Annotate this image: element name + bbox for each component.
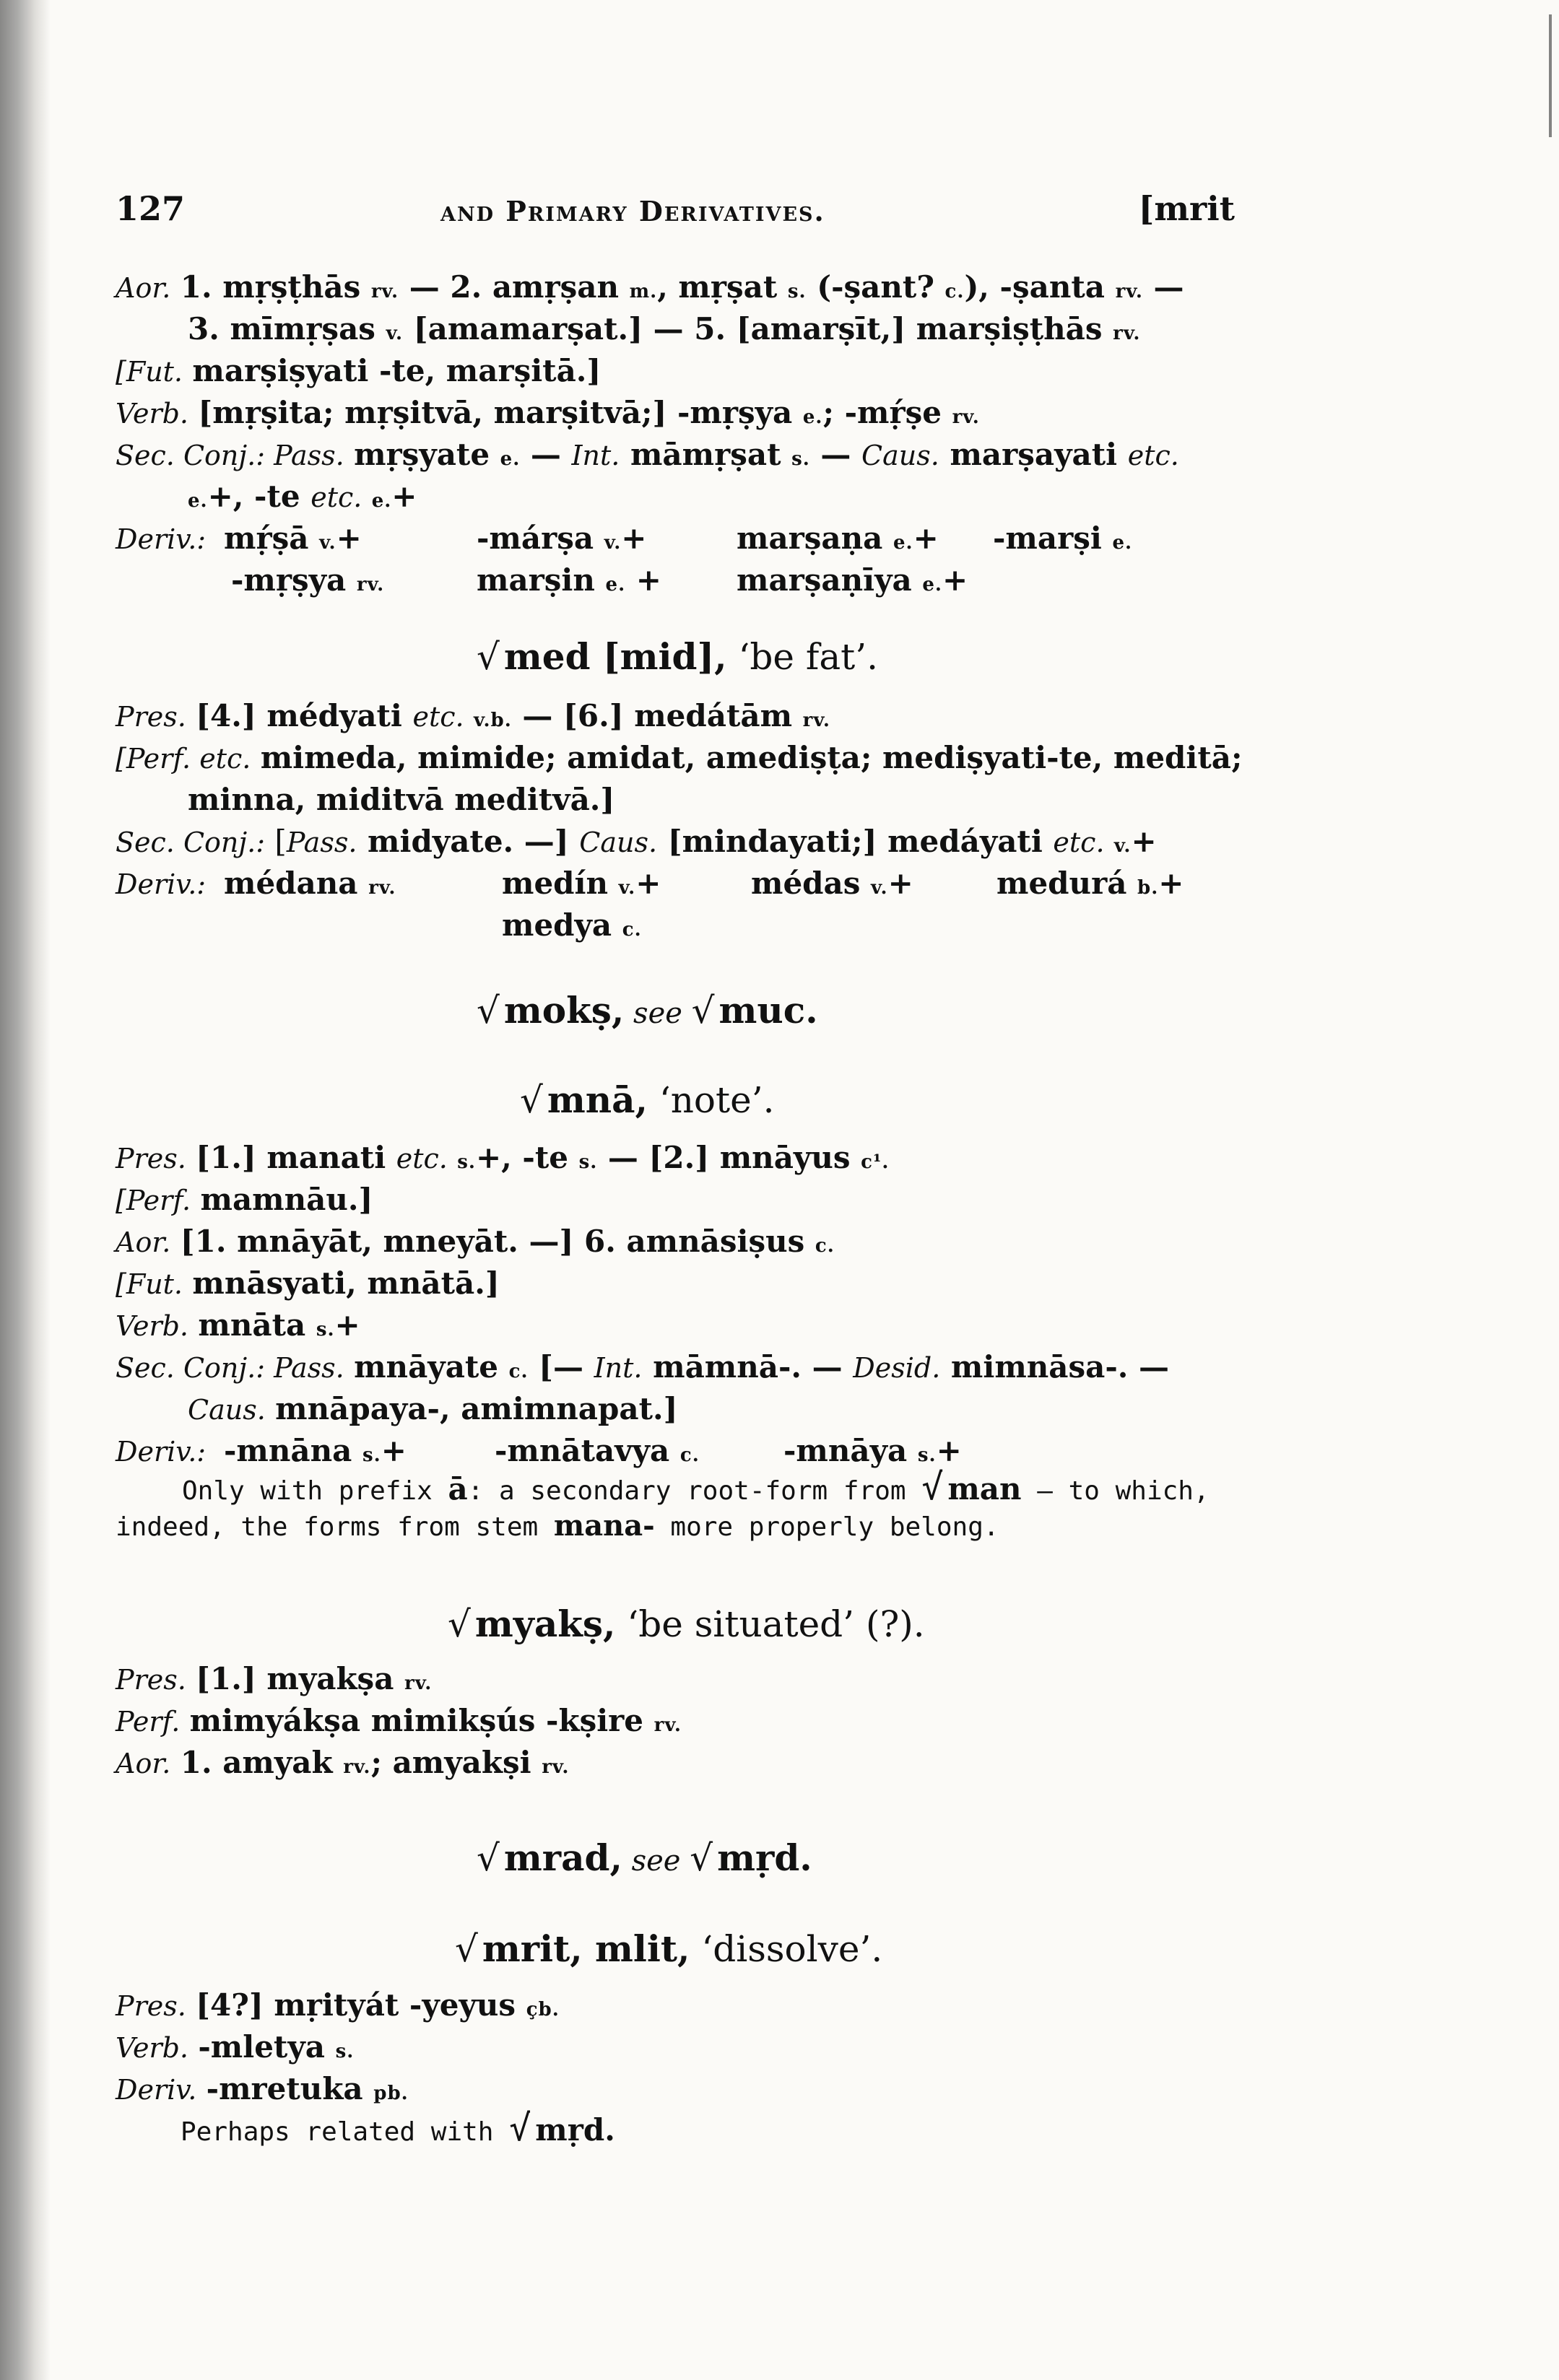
entry-line: Aor. [1. mnāyāt, mneyāt. —] 6. amnāsiṣus c. [116,1224,835,1259]
entry-line: minna, miditvā meditvā.] [188,782,615,817]
radical-icon: √ [690,1837,713,1879]
entry-line: Pres. [4.] médyati etc. v.b. — [6.] medátām rv. [116,698,830,733]
entry-line: Verb. mnāta s.+ [116,1307,360,1343]
entry-line: Perf. mimyákṣa mimikṣús -kṣire rv. [116,1703,682,1738]
radical-icon: √ [691,990,715,1032]
entry-line: e.+, -te etc. e.+ [188,479,417,514]
root-heading: √ mokṣ, see √ muc. [477,989,818,1032]
entry-line: Sec. Conj.: Pass. mṛṣyate e. — Int. māmṛṣat s. — Caus. marṣayati etc. [116,437,1179,472]
root-heading: √ myakṣ, ‘be situated’ (?). [448,1603,925,1645]
running-header [116,189,1235,240]
radical-icon: √ [509,2107,531,2149]
entry-line: Aor. 1. mṛṣṭhās rv. — 2. amṛṣan m., mṛṣat s. (-ṣant? c.), -ṣanta rv. — [116,269,1184,305]
deriv-line: Deriv.: -mnāna s.+ -mnātavya c. -mnāya s.+ [116,1433,962,1468]
root-heading: √ mnā, ‘note’. [520,1078,775,1121]
entry-line: Sec. Conj.: [Pass. midyate. —] Caus. [mindayati;] medáyati etc. v.+ [116,824,1157,859]
radical-icon: √ [477,1837,500,1879]
root-heading: √ mrad, see √ mṛd. [477,1836,812,1879]
entry-line: 3. mīmṛṣas v. [amamarṣat.] — 5. [amarṣīt,] marṣiṣṭhās rv. [188,311,1141,346]
running-title: and Primary Derivatives. [440,195,825,227]
radical-icon: √ [455,1928,478,1970]
root-heading: √ mrit, mlit, ‘dissolve’. [455,1927,883,1970]
note-line: Only with prefix ā: a secondary root-form from √ man — to which, [182,1466,1210,1508]
entry-line: [Fut. marṣiṣyati -te, marṣitā.] [116,353,602,388]
entry-line: Sec. Conj.: Pass. mnāyate c. [— Int. māmnā-. — Desid. mimnāsa-. — [116,1349,1170,1385]
entry-line: [Fut. mnāsyati, mnātā.] [116,1265,500,1301]
scan-edge-mark [1549,14,1552,137]
entry-line: Aor. 1. amyak rv.; amyakṣi rv. [116,1745,570,1780]
radical-icon: √ [448,1603,471,1645]
entry-line: Deriv. -mretuka pb. [116,2071,409,2106]
note-line: indeed, the forms from stem mana- more properly belong. [116,1509,999,1543]
entry-line: Pres. [1.] myakṣa rv. [116,1661,433,1696]
entry-line: Verb. [mṛṣita; mṛṣitvā, marṣitvā;] -mṛṣya e.; -mṛ́ṣe rv. [116,395,980,430]
radical-icon: √ [477,990,500,1032]
scan-edge-shadow [0,0,51,2380]
deriv-line: medya c. [502,907,642,943]
entry-line: Caus. mnāpaya-, amimnapat.] [188,1391,678,1426]
entry-line: [Perf. mamnāu.] [116,1182,373,1217]
radical-icon: √ [520,1079,543,1121]
note-line: Perhaps related with √ mṛd. [181,2107,615,2149]
root-heading: √ med [mid], ‘be fat’. [477,635,879,678]
radical-icon: √ [921,1466,944,1508]
page-number: 127 [116,189,186,228]
entry-line: Verb. -mletya s. [116,2029,355,2065]
entry-line: [Perf. etc. mimeda, mimide; amidat, amediṣṭa; mediṣyati-te, meditā; [116,740,1243,775]
deriv-line: -mṛṣya rv. marṣin e. + marṣaṇīya e.+ [231,562,968,598]
deriv-line: Deriv.: médana rv. medín v.+ médas v.+ medurá b.+ [116,866,1184,901]
entry-line: Pres. [1.] manati etc. s.+, -te s. — [2.] mnāyus c¹. [116,1140,890,1175]
entry-line: Pres. [4?] mṛityát -yeyus çb. [116,1987,560,2023]
deriv-line: Deriv.: mṛ́ṣā v.+ -márṣa v.+ marṣaṇa e.+ -marṣi e. [116,520,1133,556]
catchword: [mrit [1138,189,1235,228]
radical-icon: √ [477,636,500,678]
